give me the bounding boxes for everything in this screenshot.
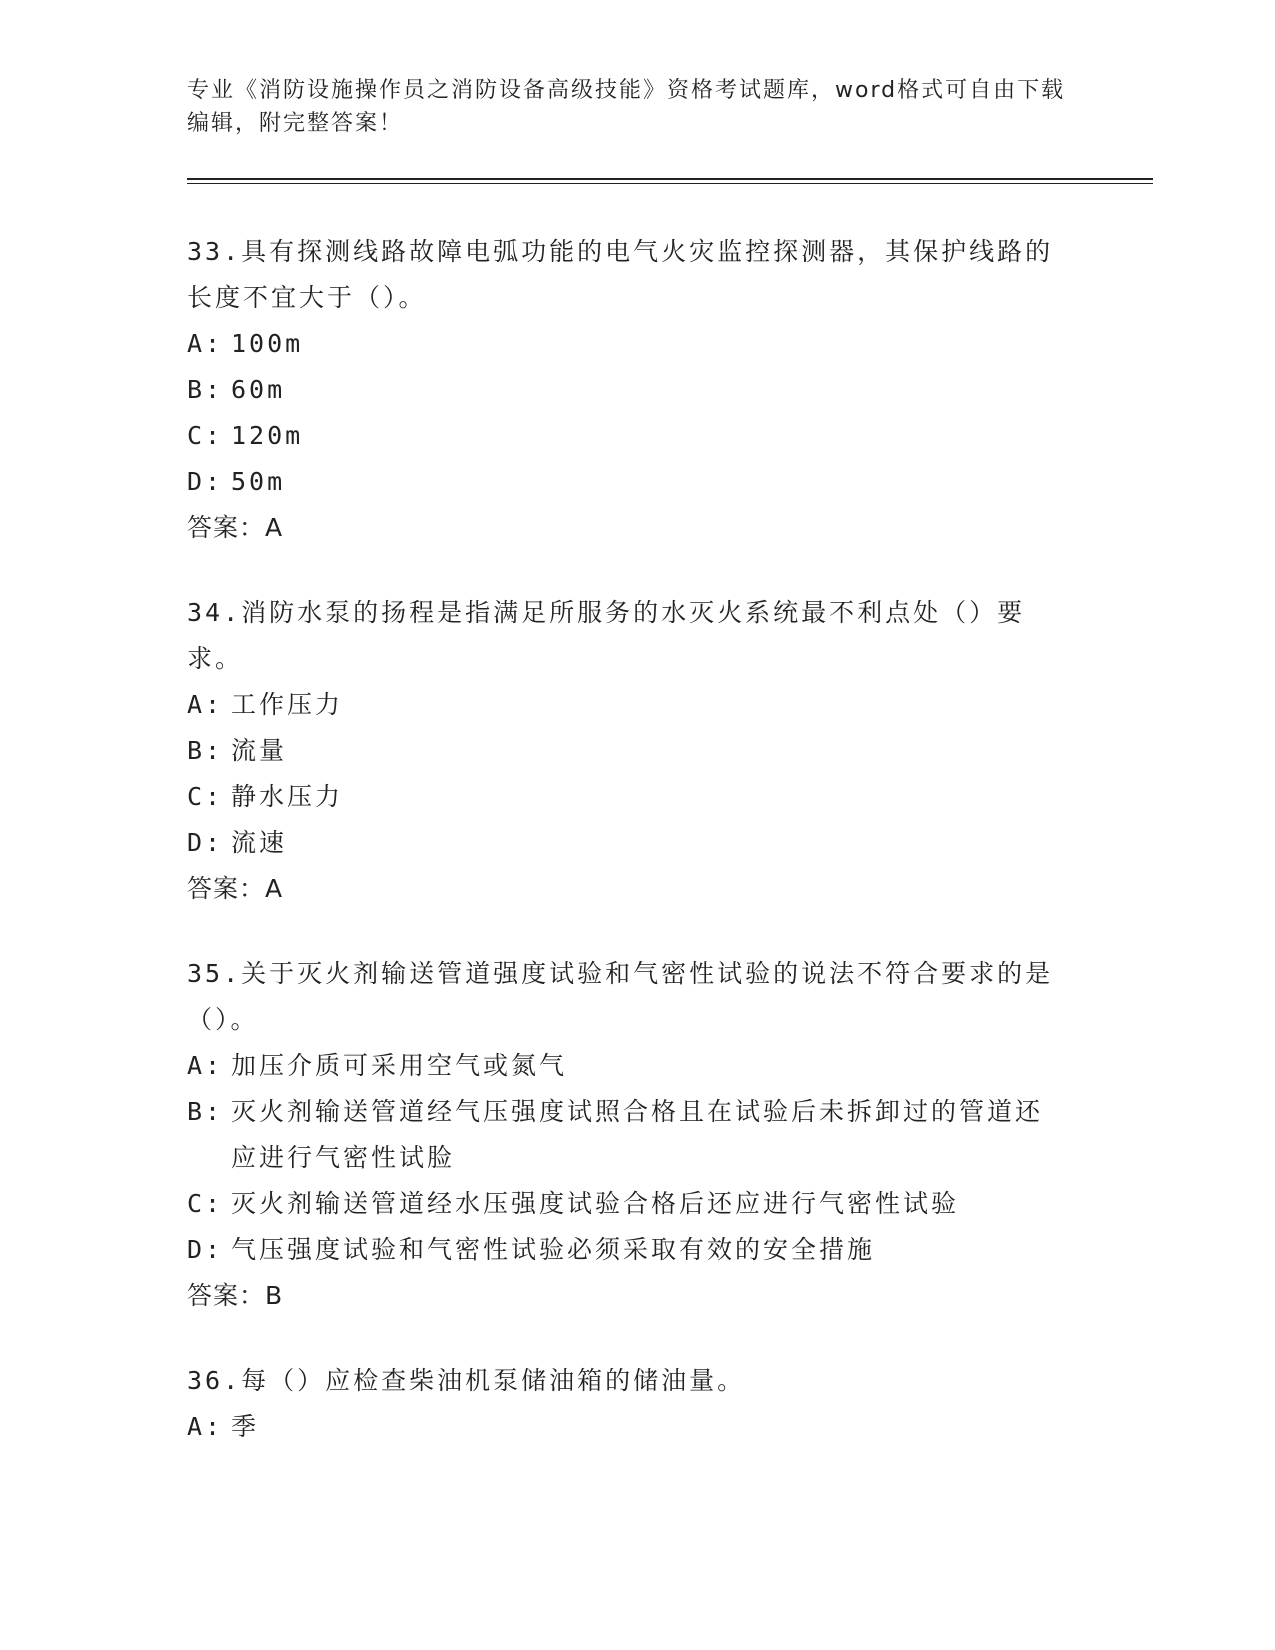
option-letter: A: (187, 1051, 224, 1080)
option-letter: D: (187, 828, 224, 857)
option-text: 120m (231, 421, 304, 450)
option-text: 静水压力 (231, 782, 344, 811)
option-text: 流量 (231, 736, 288, 765)
option-letter: D: (187, 1235, 224, 1264)
answer-label: 答案：B (187, 1281, 284, 1310)
question-stem: 34.消防水泵的扬程是指满足所服务的水灭火系统最不利点处（）要求。 (187, 598, 1026, 673)
option-letter: D: (187, 467, 224, 496)
option-a (187, 321, 1067, 367)
option-letter: A: (187, 1412, 224, 1441)
question-stem: 36.每（）应检查柴油机泵储油箱的储油量。 (187, 1366, 746, 1395)
answer-label: 答案：A (187, 513, 284, 542)
header-divider-thin (187, 183, 1153, 184)
question-35 (187, 951, 1067, 1319)
option-letter: A: (187, 690, 224, 719)
header-divider-thick (187, 178, 1153, 180)
option-text: 流速 (231, 828, 288, 857)
option-text: 灭火剂输送管道经水压强度试验合格后还应进行气密性试验 (231, 1189, 960, 1218)
option-a (187, 1404, 1067, 1450)
option-a (187, 1043, 1067, 1089)
option-b (187, 728, 1067, 774)
option-c (187, 413, 1067, 459)
option-b (187, 367, 1067, 413)
option-c (187, 774, 1067, 820)
answer-label: 答案：A (187, 874, 284, 903)
option-text: 气压强度试验和气密性试验必须采取有效的安全措施 (231, 1235, 876, 1264)
option-d (187, 459, 1067, 505)
option-b (187, 1089, 1067, 1181)
option-text: 100m (231, 329, 304, 358)
question-33 (187, 229, 1067, 551)
option-text: 灭火剂输送管道经气压强度试照合格且在试验后未拆卸过的管道还应进行气密性试脸 (231, 1097, 1044, 1172)
option-letter: A: (187, 329, 224, 358)
question-34 (187, 590, 1067, 912)
question-36 (187, 1358, 1067, 1450)
option-a (187, 682, 1067, 728)
option-letter: C: (187, 421, 224, 450)
question-stem: 35.关于灭火剂输送管道强度试验和气密性试验的说法不符合要求的是（）。 (187, 959, 1054, 1034)
option-text: 季 (231, 1412, 260, 1441)
option-text: 50m (231, 467, 286, 496)
option-text: 加压介质可采用空气或氮气 (231, 1051, 568, 1080)
option-c (187, 1181, 1067, 1227)
document-header: 专业《消防设施操作员之消防设备高级技能》资格考试题库，word格式可自由下载编辑，附完整答案！ (187, 78, 1066, 136)
option-letter: B: (187, 375, 224, 404)
option-letter: C: (187, 1189, 224, 1218)
option-d (187, 1227, 1067, 1273)
option-text: 60m (231, 375, 286, 404)
option-d (187, 820, 1067, 866)
option-letter: B: (187, 1097, 224, 1126)
option-text: 工作压力 (231, 690, 344, 719)
option-letter: C: (187, 782, 224, 811)
question-stem: 33.具有探测线路故障电弧功能的电气火灾监控探测器，其保护线路的长度不宜大于（）。 (187, 237, 1054, 312)
option-letter: B: (187, 736, 224, 765)
